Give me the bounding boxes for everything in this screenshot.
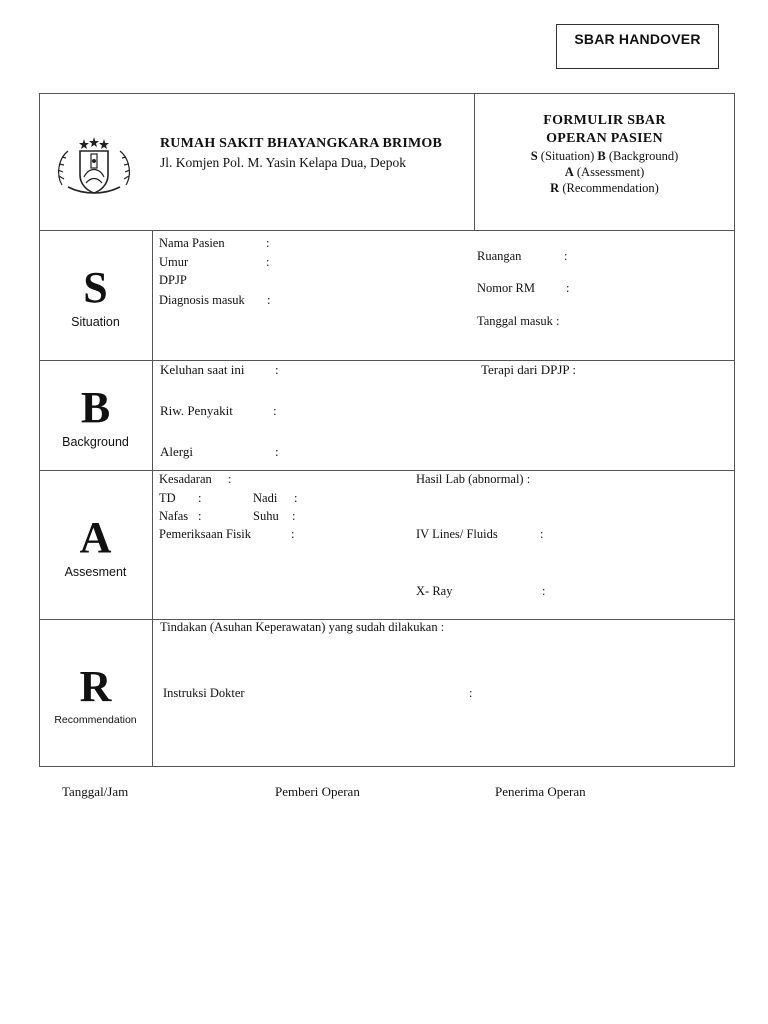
colon: :: [294, 491, 298, 505]
form-title: [475, 112, 734, 148]
divider-b: [39, 470, 735, 471]
label-suhu: Suhu: [253, 509, 279, 523]
legend-r-letter: R: [550, 181, 560, 195]
colon: :: [469, 686, 473, 700]
label-dpjp: DPJP: [159, 273, 187, 287]
section-a-letter: A: [79, 513, 112, 562]
colon: :: [555, 314, 560, 328]
colon: :: [542, 584, 546, 598]
field-ruangan: [477, 249, 568, 264]
field-nomor-rm: [477, 281, 570, 296]
field-nama-pasien: [159, 236, 270, 251]
section-a-caption: Assesment: [64, 565, 127, 579]
sbar-legend: [475, 148, 734, 196]
section-b-letter: B: [80, 383, 111, 432]
field-hasil-lab: [416, 472, 530, 487]
legend-a: [475, 164, 734, 180]
badge-label: SBAR HANDOVER: [574, 31, 701, 47]
field-instruksi-dokter: [163, 686, 473, 701]
divider-letter-column: [152, 230, 153, 767]
field-keluhan: [160, 362, 279, 378]
legend-r-desc: (Recommendation): [562, 181, 659, 195]
field-pemeriksaan-fisik: [159, 527, 295, 542]
field-riw-penyakit: [160, 403, 277, 419]
label-tindakan: Tindakan (Asuhan Keperawatan) yang sudah dilakukan :: [160, 620, 445, 634]
colon: :: [266, 236, 270, 250]
field-dpjp: [159, 273, 187, 288]
colon: :: [198, 509, 202, 523]
colon: :: [273, 403, 277, 418]
form-title-line1: FORMULIR SBAR: [543, 113, 666, 128]
label-diagnosis-masuk: Diagnosis masuk: [159, 293, 245, 307]
field-xray: [416, 584, 546, 599]
footer-tanggal-jam: Tanggal/Jam: [62, 784, 129, 799]
colon: :: [198, 491, 202, 505]
legend-b-letter: B: [597, 149, 606, 163]
legend-b-desc: (Background): [608, 149, 679, 163]
colon: :: [526, 472, 531, 486]
colon: :: [291, 527, 295, 541]
field-kesadaran: [159, 472, 232, 487]
label-keluhan: Keluhan saat ini: [160, 362, 245, 377]
field-umur: [159, 255, 270, 270]
field-tanggal-masuk: [477, 314, 559, 329]
colon: :: [572, 362, 577, 377]
field-suhu: [253, 509, 296, 524]
divider-s: [39, 360, 735, 361]
label-hasil-lab: Hasil Lab (abnormal): [416, 472, 524, 486]
colon: :: [564, 249, 568, 263]
legend-r: [475, 180, 734, 196]
colon: :: [228, 472, 232, 486]
police-emblem-logo: [54, 137, 134, 197]
divider-header: [39, 230, 735, 231]
section-r-caption: Recommendation: [54, 714, 137, 726]
section-s-letter: S: [83, 263, 108, 312]
colon: :: [275, 444, 279, 459]
form-title-line2: OPERAN PASIEN: [546, 131, 663, 146]
label-tanggal-masuk: Tanggal masuk: [477, 314, 553, 328]
label-kesadaran: Kesadaran: [159, 472, 212, 486]
field-iv-lines: [416, 527, 544, 542]
label-nama-pasien: Nama Pasien: [159, 236, 225, 250]
section-s-caption: Situation: [71, 315, 120, 329]
colon: :: [566, 281, 570, 295]
section-b-caption: Background: [62, 435, 129, 449]
section-r-letter: R: [79, 662, 112, 711]
colon: :: [267, 293, 271, 307]
legend-s: [475, 148, 734, 164]
label-ruangan: Ruangan: [477, 249, 522, 263]
field-tindakan: [160, 620, 444, 635]
footer-pemberi-operan: Pemberi Operan: [275, 784, 360, 799]
field-td: [159, 491, 202, 506]
field-terapi-dpjp: [481, 362, 576, 378]
footer-penerima-operan: Penerima Operan: [495, 784, 586, 799]
label-iv-lines: IV Lines/ Fluids: [416, 527, 498, 541]
field-alergi: [160, 444, 279, 460]
label-nafas: Nafas: [159, 509, 189, 523]
colon: :: [540, 527, 544, 541]
sbar-handover-badge: [556, 24, 719, 69]
label-alergi: Alergi: [160, 444, 193, 459]
label-instruksi-dokter: Instruksi Dokter: [163, 686, 245, 700]
field-nadi: [253, 491, 298, 506]
label-td: TD: [159, 491, 176, 505]
field-diagnosis-masuk: [159, 293, 271, 308]
hospital-name: RUMAH SAKIT BHAYANGKARA BRIMOB: [160, 136, 443, 151]
legend-a-letter: A: [564, 165, 574, 179]
colon: :: [292, 509, 296, 523]
label-riw-penyakit: Riw. Penyakit: [160, 403, 233, 418]
label-nadi: Nadi: [253, 491, 278, 505]
field-nafas: [159, 509, 202, 524]
legend-s-letter: S: [530, 149, 538, 163]
colon: :: [266, 255, 270, 269]
label-nomor-rm: Nomor RM: [477, 281, 535, 295]
label-pemeriksaan-fisik: Pemeriksaan Fisik: [159, 527, 252, 541]
label-umur: Umur: [159, 255, 189, 269]
colon: :: [275, 362, 279, 377]
legend-a-desc: (Assessment): [576, 165, 645, 179]
label-xray: X- Ray: [416, 584, 453, 598]
legend-s-desc: (Situation): [540, 149, 595, 163]
hospital-address: Jl. Komjen Pol. M. Yasin Kelapa Dua, Depok: [160, 155, 406, 170]
label-terapi-dpjp: Terapi dari DPJP: [481, 362, 570, 377]
